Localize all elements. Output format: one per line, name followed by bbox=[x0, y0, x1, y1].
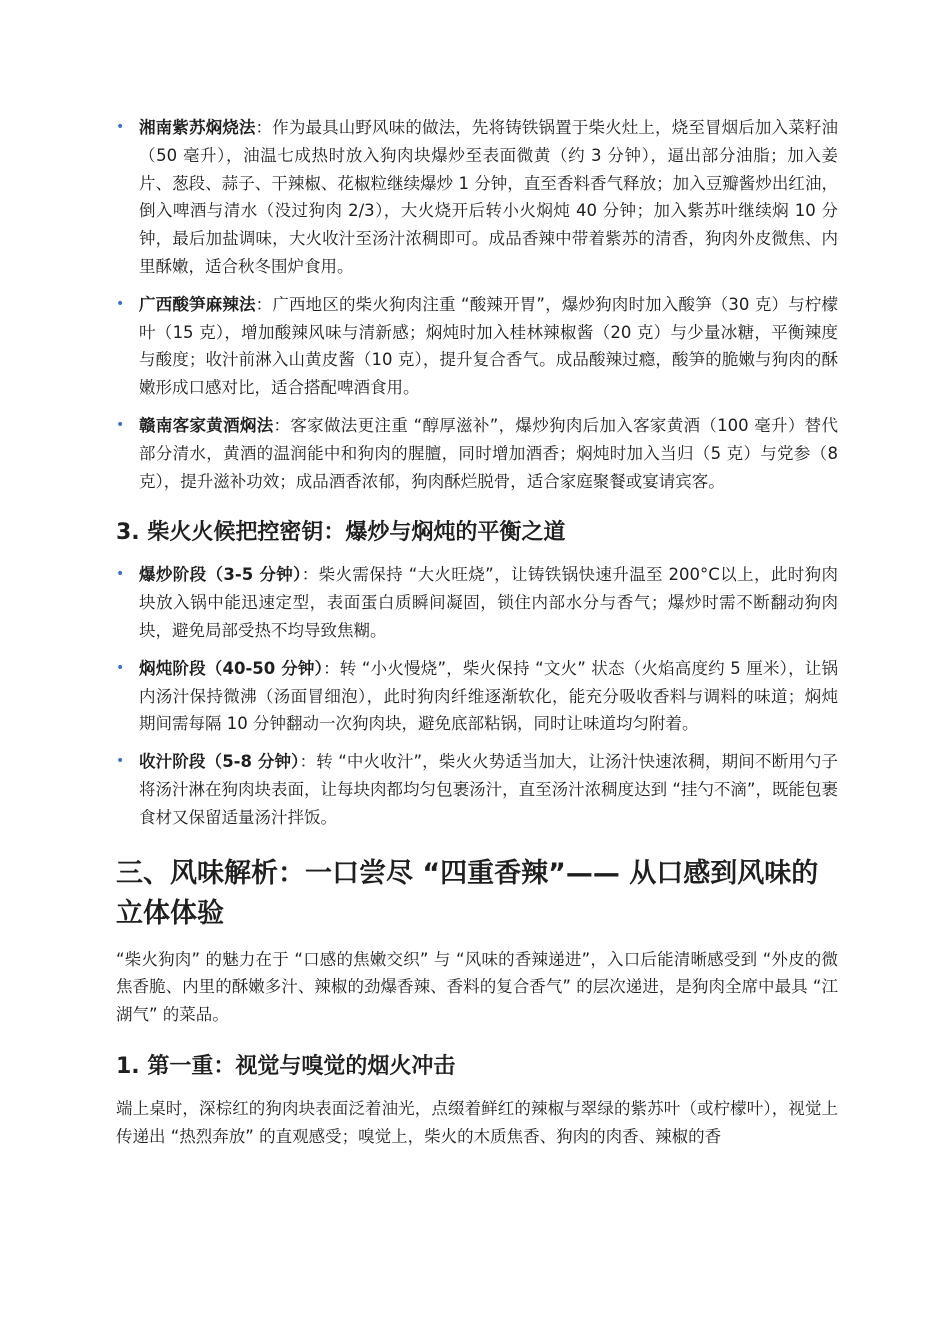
bullet-icon: • bbox=[116, 295, 125, 312]
first-layer-paragraph: 端上桌时，深棕红的狗肉块表面泛着油光，点缀着鲜红的辣椒与翠绿的紫苏叶（或柠檬叶），视觉上传递出 “热烈奔放” 的直观感受；嗅觉上，柴火的木质焦香、狗肉的肉香、辣椒的香 bbox=[116, 1098, 838, 1146]
stage-body: ：柴火需保持 “大火旺烧”，让铸铁锅快速升温至 200°C以上，此时狗肉块放入锅中能迅速定型，表面蛋白质瞬间凝固，锁住内部水分与香气；爆炒时需不断翻动狗肉块，避免局部受热不均导致焦糊。 bbox=[139, 565, 838, 640]
bullet-icon: • bbox=[116, 416, 125, 433]
list-item bbox=[116, 114, 838, 281]
stage-body: ：转 “小火慢烧”，柴火保持 “文火” 状态（火焰高度约 5 厘米），让锅内汤汁保持微沸（汤面冒细泡），此时狗肉纤维逐渐软化，能充分吸收香料与调料的味道；焖炖期间需每隔 10 分钟翻动一次狗肉块，避免底部粘锅，同时让味道均匀附着。 bbox=[139, 658, 838, 734]
method-body: ：广西地区的柴火狗肉注重 “酸辣开胃”，爆炒狗肉时加入酸笋（30 克）与柠檬叶（15 克），增加酸辣风味与清新感；焖炖时加入桂林辣椒酱（20 克）与少量冰糖，平衡辣度与酸度；收汁前淋入山黄皮酱（10 克），提升复合香气。成品酸辣过瘾，酸笋的脆嫩与狗肉的酥嫩形成口感对比，适合搭配啤酒食用。 bbox=[139, 294, 838, 398]
method-title: 赣南客家黄酒焖法 bbox=[139, 415, 274, 435]
stage-title: 爆炒阶段（3-5 分钟） bbox=[139, 565, 302, 585]
method-body: ：作为最具山野风味的做法，先将铸铁锅置于柴火灶上，烧至冒烟后加入菜籽油（50 毫升），油温七成热时放入狗肉块爆炒至表面微黄（约 3 分钟），逼出部分油脂；加入姜片、葱段、蒜子、干辣椒、花椒粒继续爆炒 1 分钟，直至香料香气释放；加入豆瓣酱炒出红油，倒入啤酒与清水（没过狗肉 2/3），大火烧开后转小火焖炖 40 分钟；加入紫苏叶继续焖 10 分钟，最后加盐调味，大火收汁至汤汁浓稠即可。成品香辣中带着紫苏的清香，狗肉外皮微焦、内里酥嫩，适合秋冬围炉食用。 bbox=[139, 118, 839, 276]
method-body: ：客家做法更注重 “醇厚滋补”，爆炒狗肉后加入客家黄酒（100 毫升）替代部分清水，黄酒的温润能中和狗肉的腥膻，同时增加酒香；焖炖时加入当归（5 克）与党参（8 克），提升滋补功效；成品酒香浓郁，狗肉酥烂脱骨，适合家庭聚餐或宴请宾客。 bbox=[139, 415, 838, 491]
method-title: 湘南紫苏焖烧法 bbox=[139, 118, 256, 137]
list-item bbox=[116, 291, 838, 402]
bullet-icon: • bbox=[116, 566, 125, 583]
first-layer-heading: 1. 第一重：视觉与嗅觉的烟火冲击 bbox=[116, 1053, 456, 1079]
method-title: 广西酸笋麻辣法 bbox=[139, 294, 256, 314]
list-item bbox=[116, 561, 838, 644]
stage-title: 收汁阶段（5-8 分钟） bbox=[139, 752, 300, 772]
list-item bbox=[116, 412, 838, 495]
bullet-icon: • bbox=[116, 119, 125, 135]
bullet-icon: • bbox=[116, 753, 125, 770]
regional-methods-list bbox=[116, 114, 838, 495]
list-item bbox=[116, 748, 838, 831]
list-item bbox=[116, 655, 838, 738]
fire-control-heading: 3. 柴火火候把控密钥：爆炒与焖炖的平衡之道 bbox=[116, 520, 566, 546]
stage-title: 焖炖阶段（40-50 分钟） bbox=[139, 658, 324, 678]
fire-stages-list bbox=[116, 561, 838, 831]
bullet-icon: • bbox=[116, 659, 125, 676]
flavor-intro-paragraph: “柴火狗肉” 的魅力在于 “口感的焦嫩交织” 与 “风味的香辣递进”，入口后能清晰感受到 “外皮的微焦香脆、内里的酥嫩多汁、辣椒的劲爆香辣、香料的复合香气” 的层次递进，是狗肉全席中最具 “江湖气” 的菜品。 bbox=[116, 949, 838, 1025]
stage-body: ：转 “中火收汁”，柴火火势适当加大，让汤汁快速浓稠，期间不断用勺子将汤汁淋在狗肉块表面，让每块肉都均匀包裹汤汁，直至汤汁浓稠度达到 “挂勺不滴”，既能包裹食材又保留适量汤汁拌饭。 bbox=[139, 752, 838, 827]
document-page bbox=[116, 114, 838, 1161]
flavor-section-heading: 三、风味解析：一口尝尽 “四重香辣”—— 从口感到风味的立体体验 bbox=[116, 857, 819, 929]
